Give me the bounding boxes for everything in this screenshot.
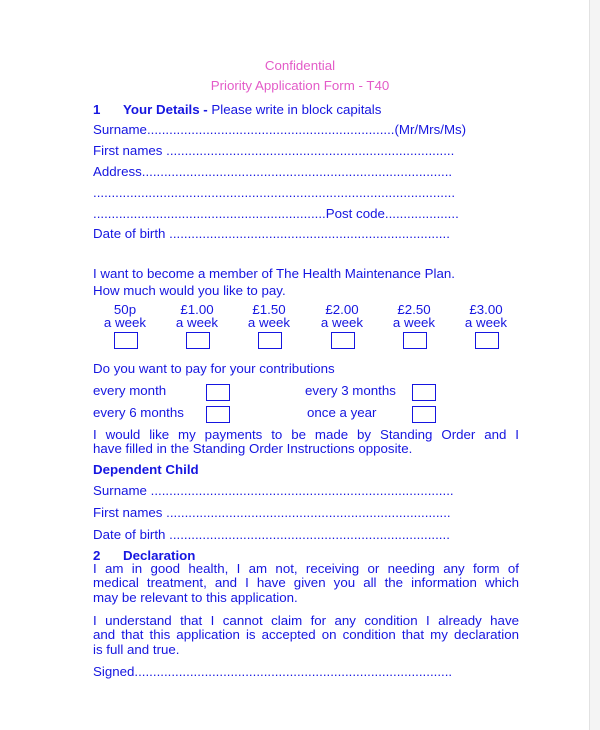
declaration-para2-line3: is full and true. <box>93 642 180 657</box>
section2-number: 2 <box>93 548 101 563</box>
amount-option-3 <box>302 303 382 329</box>
every-3-months-label: every 3 months <box>305 383 396 398</box>
amount-value: £1.50 <box>252 302 286 317</box>
every-month-checkbox[interactable] <box>206 384 230 401</box>
section1-heading: Your Details - <box>123 102 208 117</box>
membership-line2: How much would you like to pay. <box>93 283 286 298</box>
declaration-para1-line1: I am in good health, I am not, receiving or needing any form of <box>93 561 519 576</box>
once-a-year-label: once a year <box>307 405 377 420</box>
amount-checkbox-2-00[interactable] <box>331 332 355 349</box>
amount-week-label: a week <box>392 315 436 330</box>
address-line2-field[interactable]: .................................................................................................. <box>93 185 456 200</box>
amount-option-0 <box>85 303 165 329</box>
declaration-para1-line3: may be relevant to this application. <box>93 590 298 605</box>
postcode-field[interactable]: ...............................................................Post code.................... <box>93 206 459 221</box>
amount-value: 50p <box>113 302 137 317</box>
surname-field[interactable]: Surname...................................................................(Mr/Mrs/Ms) <box>93 122 467 137</box>
section1-instruction: Please write in block capitals <box>207 102 382 117</box>
address-field[interactable]: Address.................................................................................... <box>93 164 453 179</box>
declaration-para2-line2: and that this application is accepted on condition that my declaration <box>93 627 519 642</box>
amount-checkbox-50p[interactable] <box>114 332 138 349</box>
signed-field[interactable]: Signed...................................................................................... <box>93 664 453 679</box>
amount-week-label: a week <box>464 315 508 330</box>
declaration-para2-line1: I understand that I cannot claim for any condition I already have <box>93 613 519 628</box>
declaration-para1-line2: medical treatment, and I have given you all the information which <box>93 575 519 590</box>
amount-option-4 <box>374 303 454 329</box>
section2-heading: Declaration <box>123 548 196 563</box>
amount-value: £1.00 <box>180 302 214 317</box>
amount-week-label: a week <box>175 315 219 330</box>
amount-option-2 <box>229 303 309 329</box>
date-of-birth-field[interactable]: Date of birth ............................................................................ <box>93 226 450 241</box>
child-first-names-field[interactable]: First names ............................................................................. <box>93 505 451 520</box>
page-edge <box>589 0 600 730</box>
every-3-months-checkbox[interactable] <box>412 384 436 401</box>
amount-checkbox-3-00[interactable] <box>475 332 499 349</box>
amount-week-label: a week <box>247 315 291 330</box>
amount-checkbox-1-00[interactable] <box>186 332 210 349</box>
dependent-child-heading: Dependent Child <box>93 462 199 477</box>
every-month-label: every month <box>93 383 167 398</box>
amount-week-label: a week <box>320 315 364 330</box>
amount-week-label: a week <box>103 315 147 330</box>
membership-line1: I want to become a member of The Health Maintenance Plan. <box>93 266 455 281</box>
amount-checkbox-1-50[interactable] <box>258 332 282 349</box>
amount-value: £2.50 <box>397 302 431 317</box>
section1-heading-line <box>123 102 381 118</box>
amount-option-5 <box>446 303 526 329</box>
amount-value: £3.00 <box>469 302 503 317</box>
every-6-months-label: every 6 months <box>93 405 184 420</box>
once-a-year-checkbox[interactable] <box>412 406 436 423</box>
confidential-label: Confidential <box>264 58 336 73</box>
amount-checkbox-2-50[interactable] <box>403 332 427 349</box>
form-title: Priority Application Form - T40 <box>210 78 390 93</box>
child-date-of-birth-field[interactable]: Date of birth ............................................................................ <box>93 527 450 542</box>
amount-option-1 <box>157 303 237 329</box>
standing-order-line1: I would like my payments to be made by Standing Order and I <box>93 427 519 442</box>
child-surname-field[interactable]: Surname .................................................................................. <box>93 483 454 498</box>
frequency-question: Do you want to pay for your contributions <box>93 361 335 376</box>
first-names-field[interactable]: First names .............................................................................. <box>93 143 455 158</box>
section1-number: 1 <box>93 102 101 117</box>
standing-order-line2: have filled in the Standing Order Instructions opposite. <box>93 441 413 456</box>
every-6-months-checkbox[interactable] <box>206 406 230 423</box>
amount-value: £2.00 <box>325 302 359 317</box>
